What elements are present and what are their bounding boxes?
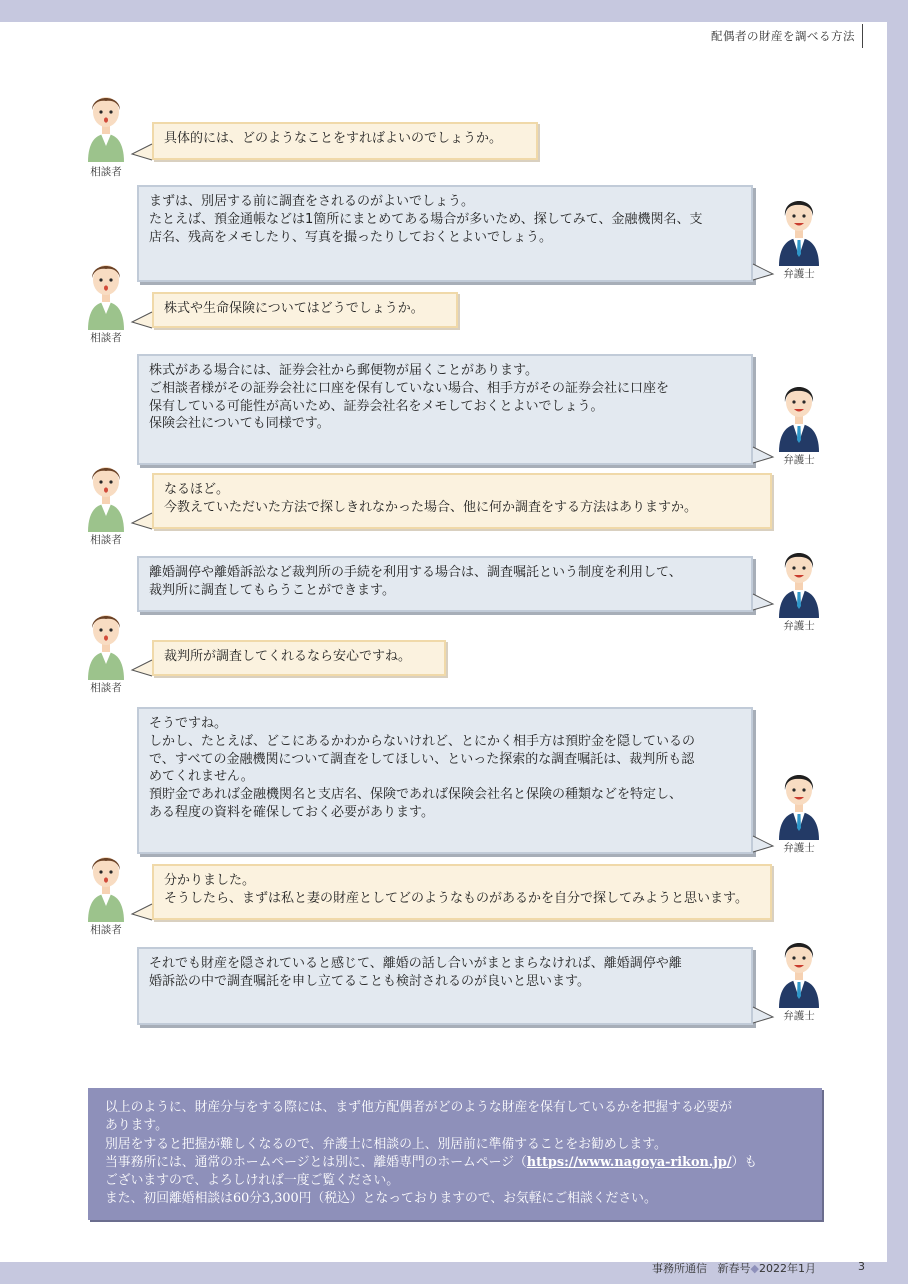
speech-line: 株式がある場合には、証券会社から郵便物が届くことがあります。	[149, 363, 538, 378]
bubble-tail	[130, 509, 154, 533]
speech-line: ある程度の資料を確保しておく必要があります。	[149, 804, 434, 820]
client-avatar	[82, 456, 130, 532]
speech-line: そうしたら、まずは私と妻の財産としてどのようなものがあるかを自分で探してみようと思います。	[164, 890, 748, 906]
summary-line	[105, 1154, 806, 1172]
client-speech-bubble	[152, 640, 446, 676]
client-avatar	[82, 254, 130, 330]
bubble-tail	[130, 656, 154, 680]
page-number: 3	[858, 1260, 865, 1273]
speech-line: 保有している可能性が高いため、証券会社名をメモしておくとよいでしょう。	[149, 398, 604, 414]
client-avatar-icon	[82, 846, 130, 922]
speech-line: 離婚調停や離婚訴訟など裁判所の手続を利用する場合は、調査嘱託という制度を利用して、	[149, 565, 682, 580]
client-label: 相談者	[90, 924, 122, 936]
footer	[652, 1260, 816, 1276]
client-speech-bubble	[152, 473, 772, 529]
summary-line: あります。	[105, 1118, 168, 1134]
speech-line: で、すべての金融機関について調査をしてほしい、といった探索的な調査嘱託は、裁判所も認	[149, 751, 695, 767]
lawyer-label: 弁護士	[783, 842, 815, 854]
speech-line: 裁判所に調査してもらうことができます。	[149, 582, 395, 598]
lawyer-avatar	[775, 764, 823, 840]
client-avatar	[82, 604, 130, 680]
lawyer-label: 弁護士	[783, 1010, 815, 1022]
client-label: 相談者	[90, 332, 122, 344]
lawyer-avatar	[775, 190, 823, 266]
bubble-tail	[751, 832, 775, 856]
client-speech-bubble	[152, 864, 772, 920]
client-speech-bubble	[152, 122, 538, 160]
speech-line: 株式や生命保険についてはどうでしょうか。	[164, 301, 424, 316]
speech-line: 裁判所が調査してくれるなら安心ですね。	[164, 649, 412, 664]
speech-line: 今教えていただいた方法で探しきれなかった場合、他に何か調査をする方法はありますか。	[164, 499, 698, 515]
lawyer-speech-bubble	[137, 556, 753, 612]
summary-line: 以上のように、財産分与をする際には、まず他方配偶者がどのような財産を保有しているかを把握する必要が	[105, 1100, 733, 1115]
footer-publication: 事務所通信	[652, 1262, 707, 1275]
summary-line: また、初回離婚相談は60分3,300円（税込）となっておりますので、お気軽にご相談ください。	[105, 1191, 657, 1207]
speech-line: それでも財産を隠されていると感じて、離婚の話し合いがまとまらなければ、離婚調停や離	[149, 956, 682, 971]
lawyer-label: 弁護士	[783, 268, 815, 280]
bubble-tail	[130, 140, 154, 164]
client-label: 相談者	[90, 534, 122, 546]
client-label: 相談者	[90, 166, 122, 178]
lawyer-avatar	[775, 932, 823, 1008]
client-avatar	[82, 86, 130, 162]
header-rule	[862, 24, 863, 48]
client-avatar-icon	[82, 456, 130, 532]
client-label: 相談者	[90, 682, 122, 694]
speech-line: ご相談者様がその証券会社に口座を保有していない場合、相手方がその証券会社に口座を	[149, 380, 670, 396]
page	[0, 22, 887, 1275]
page-header-title: 配偶者の財産を調べる方法	[711, 29, 855, 43]
bubble-tail	[751, 260, 775, 284]
lawyer-speech-bubble	[137, 354, 753, 465]
speech-line: 分かりました。	[164, 873, 256, 888]
summary-line: 別居をすると把握が難しくなるので、弁護士に相談の上、別居前に準備することをお勧めします。	[105, 1136, 667, 1152]
speech-line: 保険会社についても同様です。	[149, 416, 330, 432]
homepage-link[interactable]: https://www.nagoya-rikon.jp/	[526, 1154, 732, 1170]
summary-line: ございますので、よろしければ一度ご覧ください。	[105, 1173, 400, 1189]
lawyer-avatar	[775, 376, 823, 452]
client-avatar-icon	[82, 254, 130, 330]
speech-line: 預貯金であれば金融機関名と支店名、保険であれば保険会社名と保険の種類などを特定し、	[149, 787, 683, 803]
client-avatar-icon	[82, 604, 130, 680]
lawyer-avatar-icon	[775, 190, 823, 266]
summary-text: ）も	[731, 1154, 758, 1170]
lawyer-avatar-icon	[775, 376, 823, 452]
lawyer-avatar-icon	[775, 932, 823, 1008]
lawyer-speech-bubble	[137, 185, 753, 282]
lawyer-speech-bubble	[137, 947, 753, 1025]
footer-date: 2022年1月	[758, 1262, 816, 1275]
speech-line: まずは、別居する前に調査をされるのがよいでしょう。	[149, 194, 475, 209]
summary-box	[88, 1088, 822, 1220]
footer-issue: 新春号	[717, 1262, 751, 1275]
speech-line: しかし、たとえば、どこにあるかわからないけれど、とにかく相手方は預貯金を隠しているの	[149, 733, 696, 749]
diamond-icon: ◆	[750, 1262, 759, 1275]
bubble-tail	[130, 308, 154, 332]
speech-line: めてくれません。	[149, 769, 254, 785]
client-speech-bubble	[152, 292, 458, 328]
bubble-tail	[751, 1003, 775, 1027]
bubble-tail	[751, 590, 775, 614]
summary-text: 当事務所には、通常のホームページとは別に、離婚専門のホームページ（	[105, 1154, 527, 1170]
client-avatar-icon	[82, 86, 130, 162]
bubble-tail	[130, 900, 154, 924]
lawyer-label: 弁護士	[783, 454, 815, 466]
lawyer-avatar	[775, 542, 823, 618]
lawyer-label: 弁護士	[783, 620, 815, 632]
lawyer-speech-bubble	[137, 707, 753, 854]
speech-line: なるほど。	[164, 482, 230, 497]
speech-line: そうですね。	[149, 716, 228, 731]
client-avatar	[82, 846, 130, 922]
lawyer-avatar-icon	[775, 542, 823, 618]
speech-line: 婚訴訟の中で調査嘱託を申し立てることも検討されるのが良いと思います。	[149, 973, 590, 989]
speech-line: たとえば、預金通帳などは1箇所にまとめてある場合が多いため、探してみて、金融機関名、支	[149, 211, 703, 227]
speech-line: 具体的には、どのようなことをすればよいのでしょうか。	[164, 131, 503, 146]
bubble-tail	[751, 443, 775, 467]
lawyer-avatar-icon	[775, 764, 823, 840]
speech-line: 店名、残高をメモしたり、写真を撮ったりしておくとよいでしょう。	[149, 229, 553, 245]
